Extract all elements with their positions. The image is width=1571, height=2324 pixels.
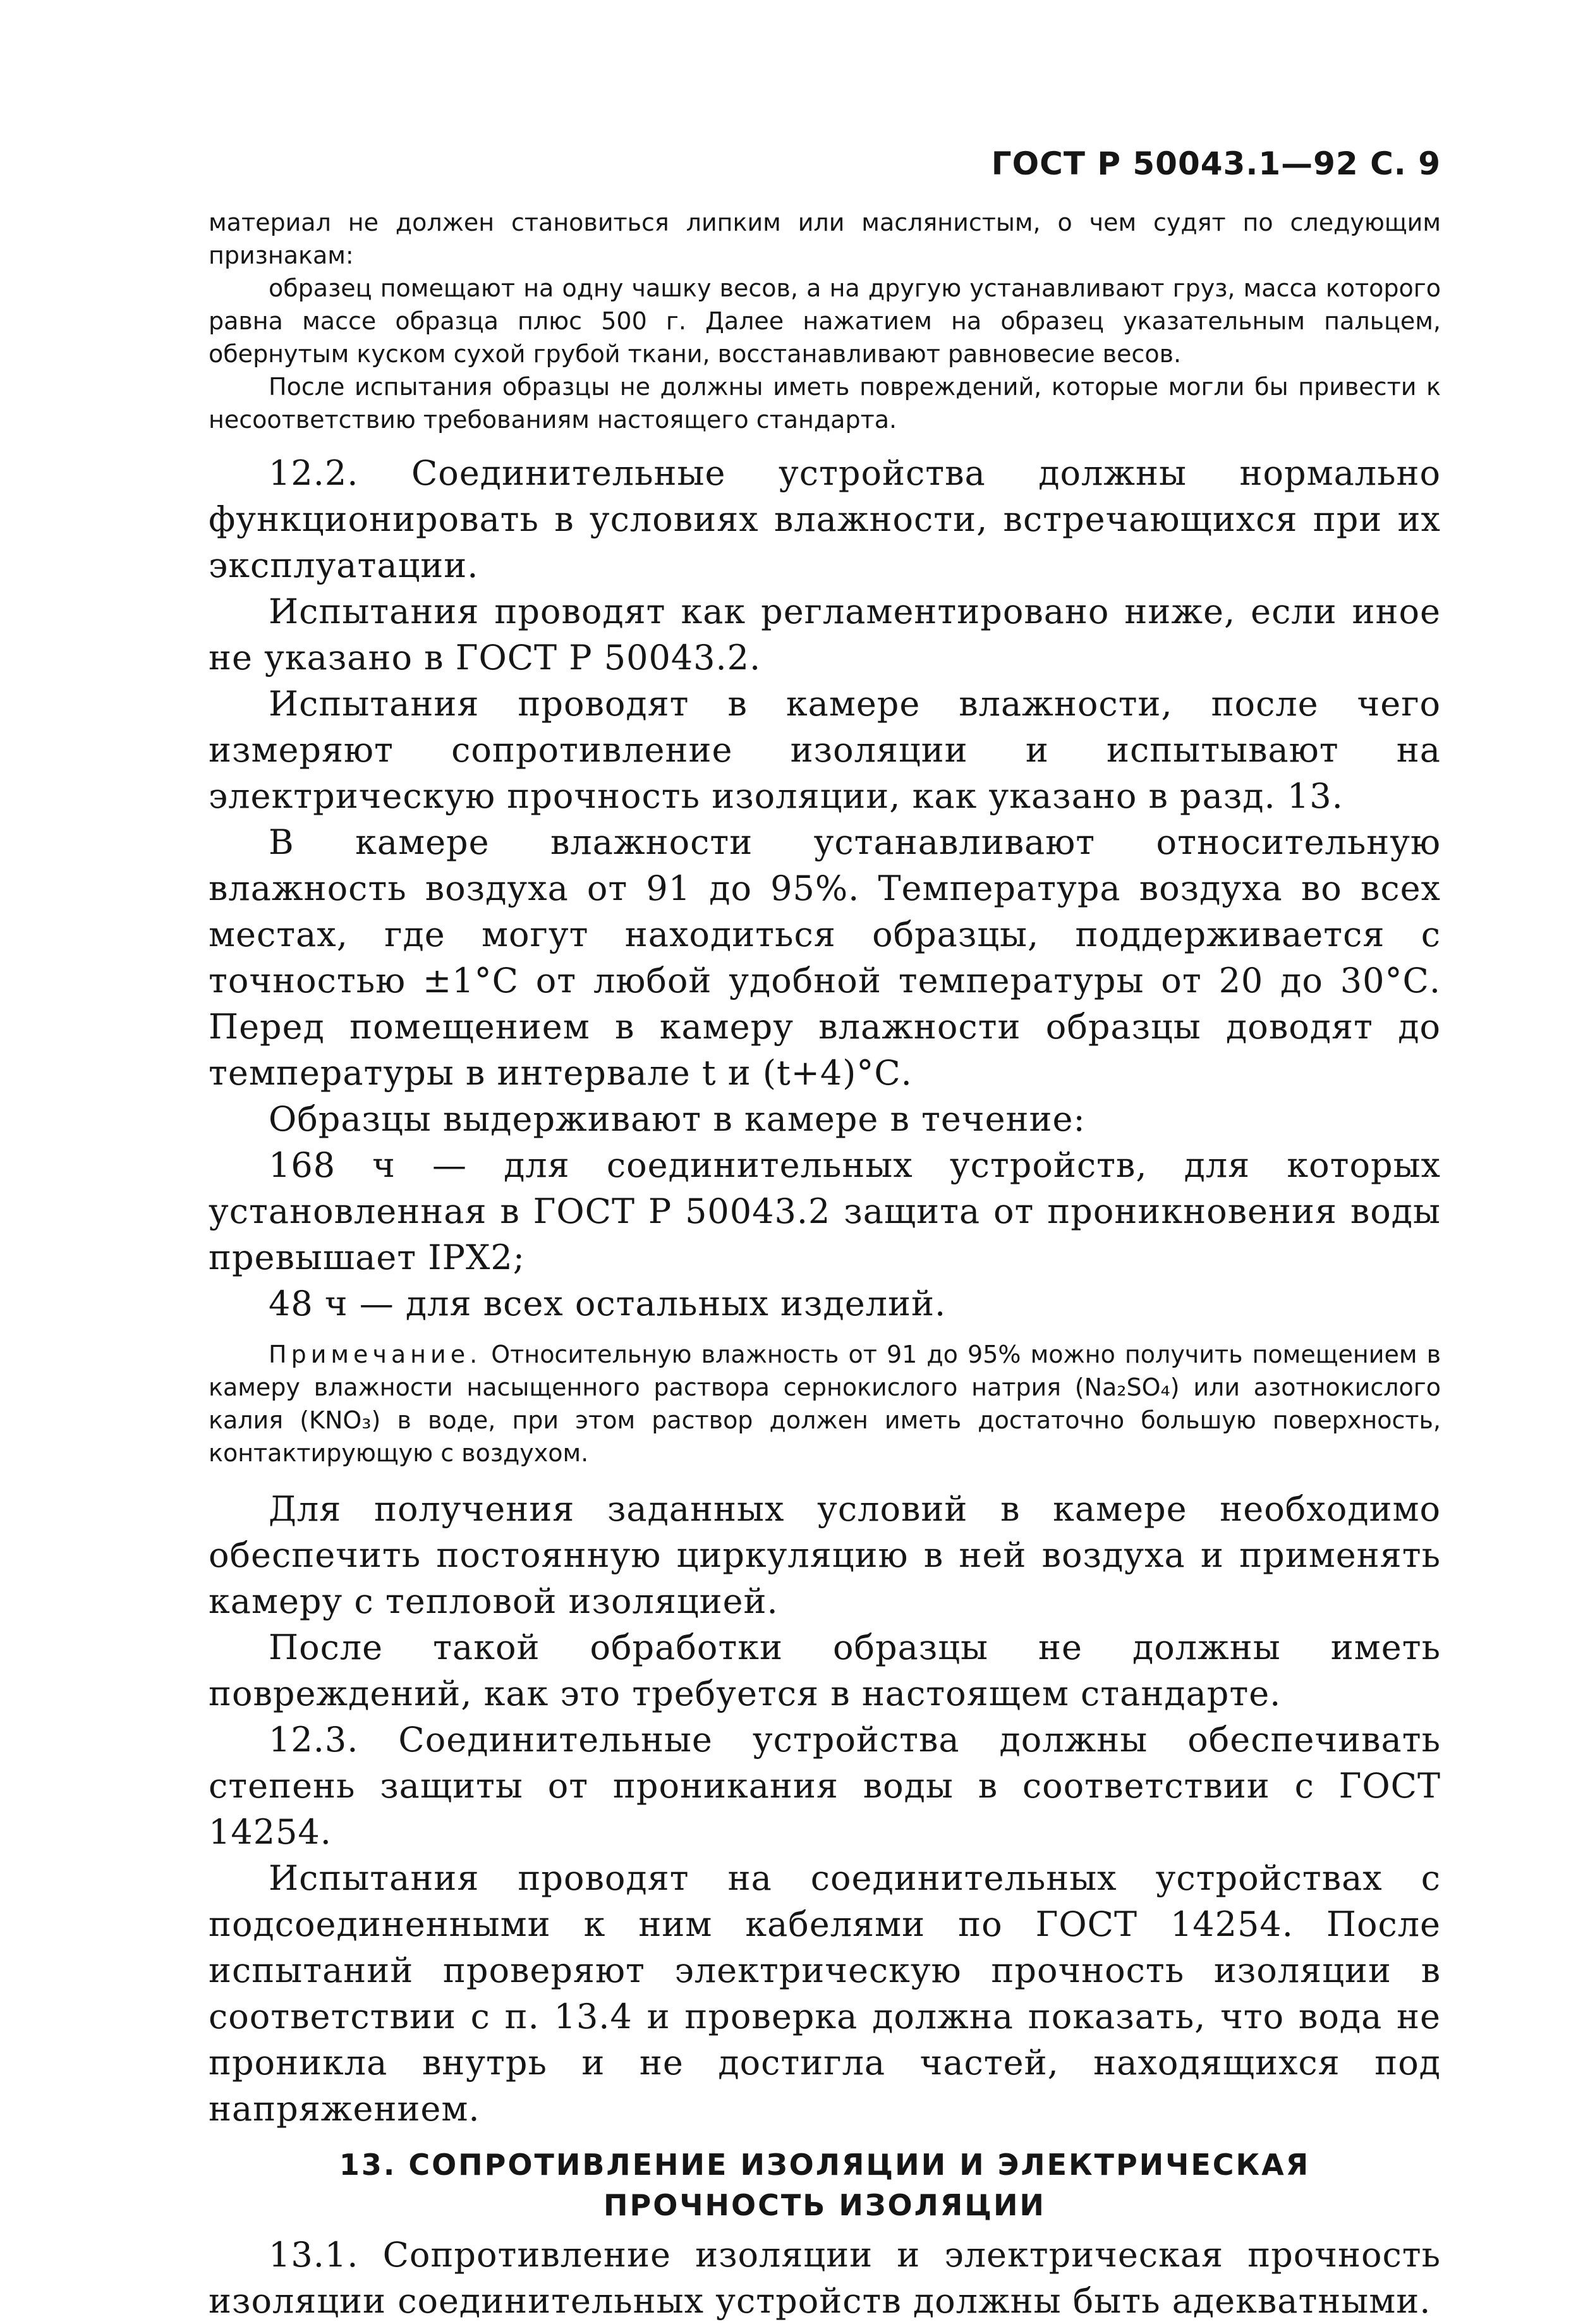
clause-12-2: 12.2. Соединительные устройства должны нормально функционировать в условиях влажности, встречающихся при их эксплуатации. bbox=[209, 453, 1441, 585]
note-text: Относительную влажность от 91 до 95% можно получить помещением в камеру влажности насыщенного раствора сернокислого натрия (Na₂SO₄) или азотнокислого калия (KNO₃) в воде, при этом раствор должен иметь достаточно большую поверхность, контактирующую с воздухом. bbox=[209, 1341, 1441, 1467]
note bbox=[209, 1338, 1441, 1469]
document-page bbox=[209, 145, 1441, 2324]
paragraph-no-damage: После такой обработки образцы не должны иметь повреждений, как это требуется в настоящем стандарте. bbox=[209, 1627, 1441, 1713]
clause-12-3: 12.3. Соединительные устройства должны обеспечивать степень защиты от проникания воды в соответствии с ГОСТ 14254. bbox=[209, 1720, 1441, 1852]
section-heading-13 bbox=[209, 2145, 1441, 2225]
paragraph-after-test: После испытания образцы не должны иметь повреждений, которые могли бы привести к несоответствию требованиям настоящего стандарта. bbox=[209, 373, 1441, 434]
paragraph-water-test: Испытания проводят на соединительных устройствах с подсоединенными к ним кабелями по ГОСТ 14254. После испытаний проверяют электрическую прочность изоляции в соответствии с п. 13.4 и проверка должна показать, что вода не проникла внутрь и не достигла частей, находящихся под напряжением. bbox=[209, 1858, 1441, 2129]
paragraph-168h: 168 ч — для соединительных устройств, для которых установленная в ГОСТ Р 50043.2 защита от проникновения воды превышает IPX2; bbox=[209, 1145, 1441, 1277]
paragraph-test-regulation: Испытания проводят как регламентировано ниже, если иное не указано в ГОСТ Р 50043.2. bbox=[209, 592, 1441, 678]
page-header: ГОСТ Р 50043.1—92 С. 9 bbox=[991, 145, 1441, 182]
paragraph-circulation: Для получения заданных условий в камере необходимо обеспечить постоянную циркуляцию в ней воздуха и применять камеру с тепловой изоляцией. bbox=[209, 1489, 1441, 1621]
clause-13-1: 13.1. Сопротивление изоляции и электрическая прочность изоляции соединительных устройств должны быть адекватными. bbox=[209, 2235, 1441, 2321]
paragraph-humidity-chamber: Испытания проводят в камере влажности, после чего измеряют сопротивление изоляции и испытывают на электрическую прочность изоляции, как указано в разд. 13. bbox=[209, 684, 1441, 816]
paragraph-material-condition: материал не должен становиться липким или маслянистым, о чем судят по следующим признакам: bbox=[209, 209, 1441, 269]
paragraph-48h: 48 ч — для всех остальных изделий. bbox=[269, 1284, 947, 1323]
paragraph-humidity-conditions: В камере влажности устанавливают относительную влажность воздуха от 91 до 95%. Температура воздуха во всех местах, где могут находиться образцы, поддерживается с точностью ±1°С от любой удобной температуры от 20 до 30°С. Перед помещением в камеру влажности образцы доводят до температуры в интервале t и (t+4)°С. bbox=[209, 822, 1441, 1093]
paragraph-holding-time: Образцы выдерживают в камере в течение: bbox=[269, 1099, 1086, 1139]
section-heading-line2: ПРОЧНОСТЬ ИЗОЛЯЦИИ bbox=[604, 2188, 1046, 2222]
section-heading-line1: 13. СОПРОТИВЛЕНИЕ ИЗОЛЯЦИИ И ЭЛЕКТРИЧЕСКАЯ bbox=[339, 2148, 1311, 2182]
paragraph-weighing-procedure: образец помещают на одну чашку весов, а на другую устанавливают груз, масса которого равна массе образца плюс 500 г. Далее нажатием на образец указательным пальцем, обернутым куском сухой грубой ткани, восстанавливают равновесие весов. bbox=[209, 274, 1441, 368]
note-label: Примечание. bbox=[269, 1341, 482, 1368]
